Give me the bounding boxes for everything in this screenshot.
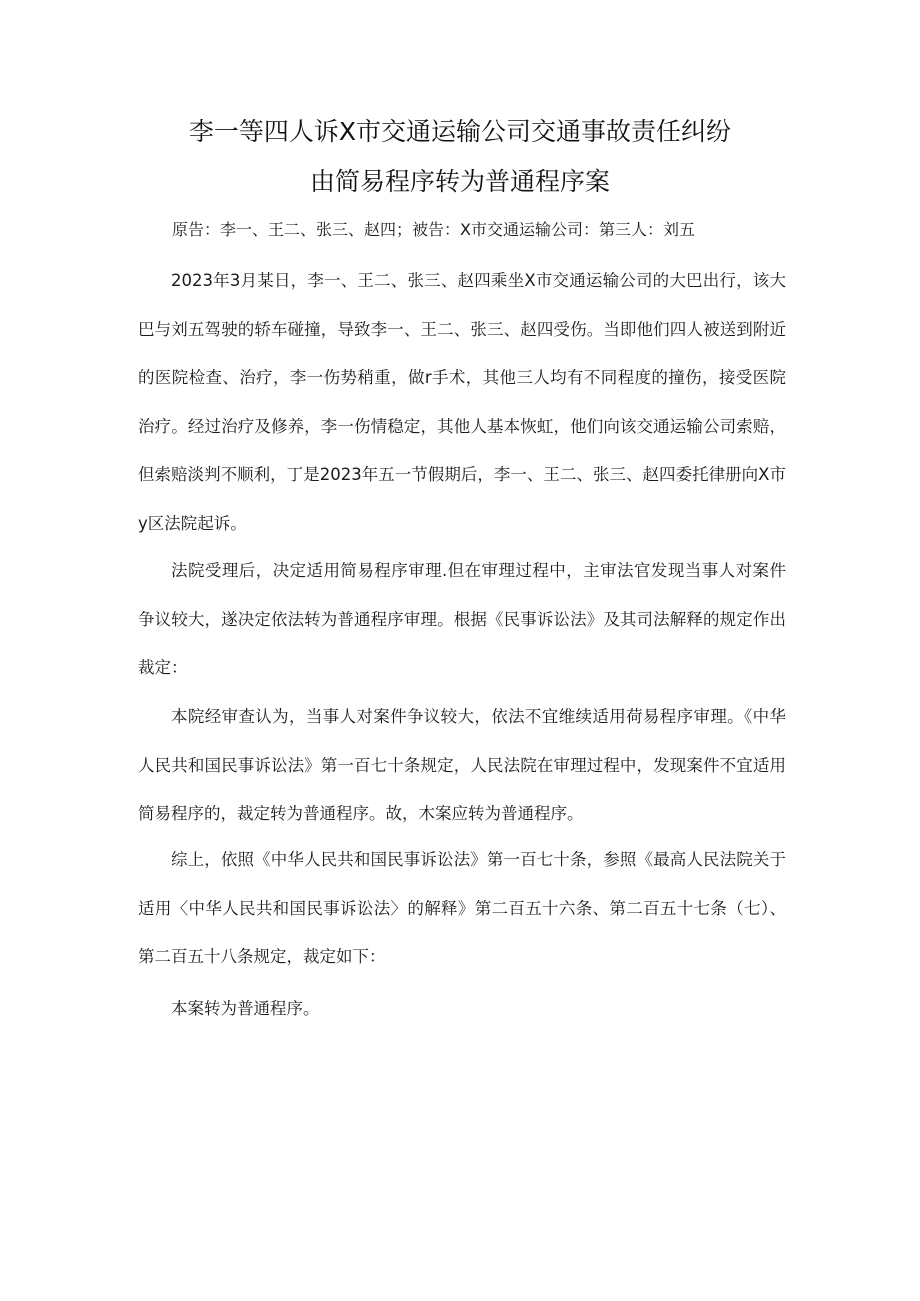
- paragraph-court-opinion: 本院经审查认为，当事人对案件争议较大，依法不宜维续适用荷易程序审理。《中华人民共和国民事诉讼法》第一百七十条规定，人民法院在审理过程中，发现案件不宜适用简易程序的，裁定转为普通程序。故，木案应转为普通程序。: [138, 707, 786, 823]
- paragraph-legal-basis: 综上，依照《中华人民共和国民事诉讼法》第一百七十条，参照《最高人民法院关于适用〈中华人民共和国民事诉讼法〉的解释》第二百五十六条、第二百五十七条（七）、第二百五十八条规定，裁定如下：: [138, 850, 786, 966]
- document-title-line-1: 李一等四人诉X市交通运输公司交通事故责任纠纷: [188, 117, 732, 146]
- document-title-line-2: 由简易程序转为普通程序案: [309, 167, 610, 196]
- paragraph-facts: 2023年3月某日，李一、王二、张三、赵四乘坐X市交通运输公司的大巴出行，该大巴与刘五驾驶的轿车碰撞，导致李一、王二、张三、赵四受伤。当即他们四人被送到附近的医院检查、治疗，李一伤势稍重，做r手术，其他三人均有不同程度的撞伤，接受医院治疗。经过治疗及修养，李一伤情稳定，其他人基本恢虹，他们向该交通运输公司索赔，但索赔淡判不顺利，丁是2023年五一节假期后，李一、王二、张三、赵四委托律册向X市y区法院起诉。: [138, 271, 786, 533]
- parties-line: 原告：李一、王二、张三、赵四；被告：X市交通运输公司：第三人：刘五: [172, 220, 695, 239]
- paragraph-procedure: 法院受理后，决定适用简易程序审理.但在审理过程中，主审法官发现当事人对案件争议较大，遂决定依法转为普通程序审理。根据《民事诉讼法》及其司法解释的规定作出裁定：: [138, 561, 786, 677]
- paragraph-ruling: 本案转为普通程序。: [171, 999, 320, 1018]
